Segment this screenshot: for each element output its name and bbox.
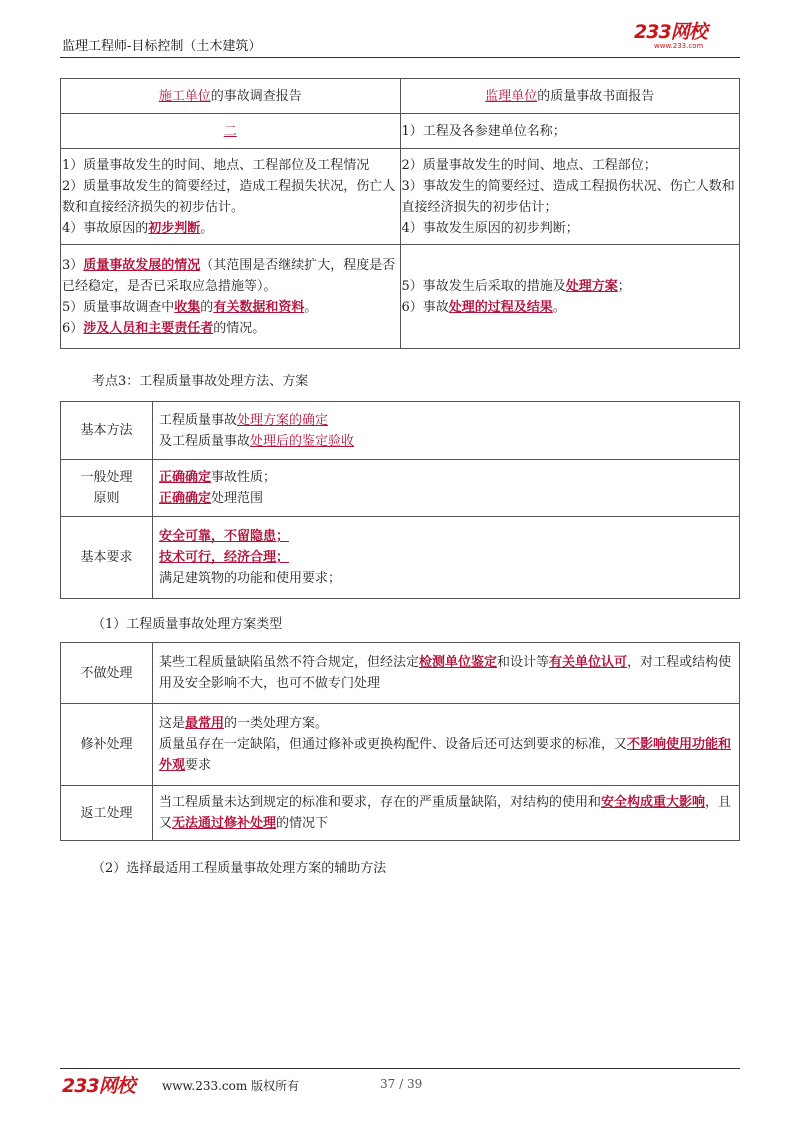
row-label: 一般处理 原则 xyxy=(61,460,153,517)
logo-url: www.233.com xyxy=(654,42,704,50)
table-cell: 安全可靠，不留隐患； 技术可行，经济合理； 满足建筑物的功能和使用要求； xyxy=(153,517,740,599)
logo-text: 233网校 xyxy=(634,21,707,43)
table-cell: 5）事故发生后采取的措施及处理方案； 6）事故处理的过程及结果。 xyxy=(400,245,740,349)
table-cell: 1）工程及各参建单位名称； xyxy=(400,114,740,149)
table-cell: 某些工程质量缺陷虽然不符合规定，但经法定检测单位鉴定和设计等有关单位认可，对工程或结构使用及安全影响不大，也可不做专门处理 xyxy=(153,643,740,704)
row-label: 基本要求 xyxy=(61,517,153,599)
footer-divider xyxy=(60,1068,740,1069)
report-comparison-table xyxy=(60,78,740,349)
handling-method-table xyxy=(60,401,740,599)
document-header-title: 监理工程师-目标控制（土木建筑） xyxy=(62,39,262,54)
table-cell: 工程质量事故处理方案的确定 及工程质量事故处理后的鉴定验收 xyxy=(153,402,740,460)
section-caption: （1）工程质量事故处理方案类型 xyxy=(92,617,283,632)
table-cell: 当工程质量未达到规定的标准和要求，存在的严重质量缺陷，对结构的使用和安全构成重大影响，且又无法通过修补处理的情况下 xyxy=(153,786,740,841)
row-label: 基本方法 xyxy=(61,402,153,460)
row-label: 修补处理 xyxy=(61,704,153,786)
header-divider xyxy=(60,57,740,58)
table-cell: 这是最常用的一类处理方案。 质量虽存在一定缺陷，但通过修补或更换构配件、设备后还可达到要求的标准，又不影响使用功能和外观要求 xyxy=(153,704,740,786)
page-number: 37 / 39 xyxy=(380,1077,423,1091)
table-cell: 1）质量事故发生的时间、地点、工程部位及工程情况 2）质量事故发生的简要经过，造成工程损失状况，伤亡人数和直接经济损失的初步估计。 4）事故原因的初步判断。 xyxy=(61,149,401,245)
table-cell: 正确确定事故性质； 正确确定处理范围 xyxy=(153,460,740,517)
table-header-supervision: 监理单位的质量事故书面报告 xyxy=(400,79,740,114)
row-label: 返工处理 xyxy=(61,786,153,841)
table-cell: 3）质量事故发展的情况（其范围是否继续扩大，程度是否已经稳定，是否已采取应急措施等）。 5）质量事故调查中收集的有关数据和资料。 6）涉及人员和主要责任者的情况。 xyxy=(61,245,401,349)
section-caption: （2）选择最适用工程质量事故处理方案的辅助方法 xyxy=(92,861,387,876)
table-header-construction: 施工单位的事故调查报告 xyxy=(61,79,401,114)
footer-logo[interactable]: 233网校 xyxy=(62,1075,135,1097)
brand-logo[interactable] xyxy=(634,22,738,52)
table-cell: 二 xyxy=(61,114,401,149)
section-caption: 考点3：工程质量事故处理方法、方案 xyxy=(92,374,309,389)
row-label: 不做处理 xyxy=(61,643,153,704)
footer-copyright: www.233.com 版权所有 xyxy=(162,1079,300,1093)
table-cell: 2）质量事故发生的时间、地点、工程部位； 3）事故发生的简要经过、造成工程损伤状况、伤亡人数和直接经济损失的初步估计； 4）事故发生原因的初步判断； xyxy=(400,149,740,245)
plan-type-table xyxy=(60,642,740,841)
